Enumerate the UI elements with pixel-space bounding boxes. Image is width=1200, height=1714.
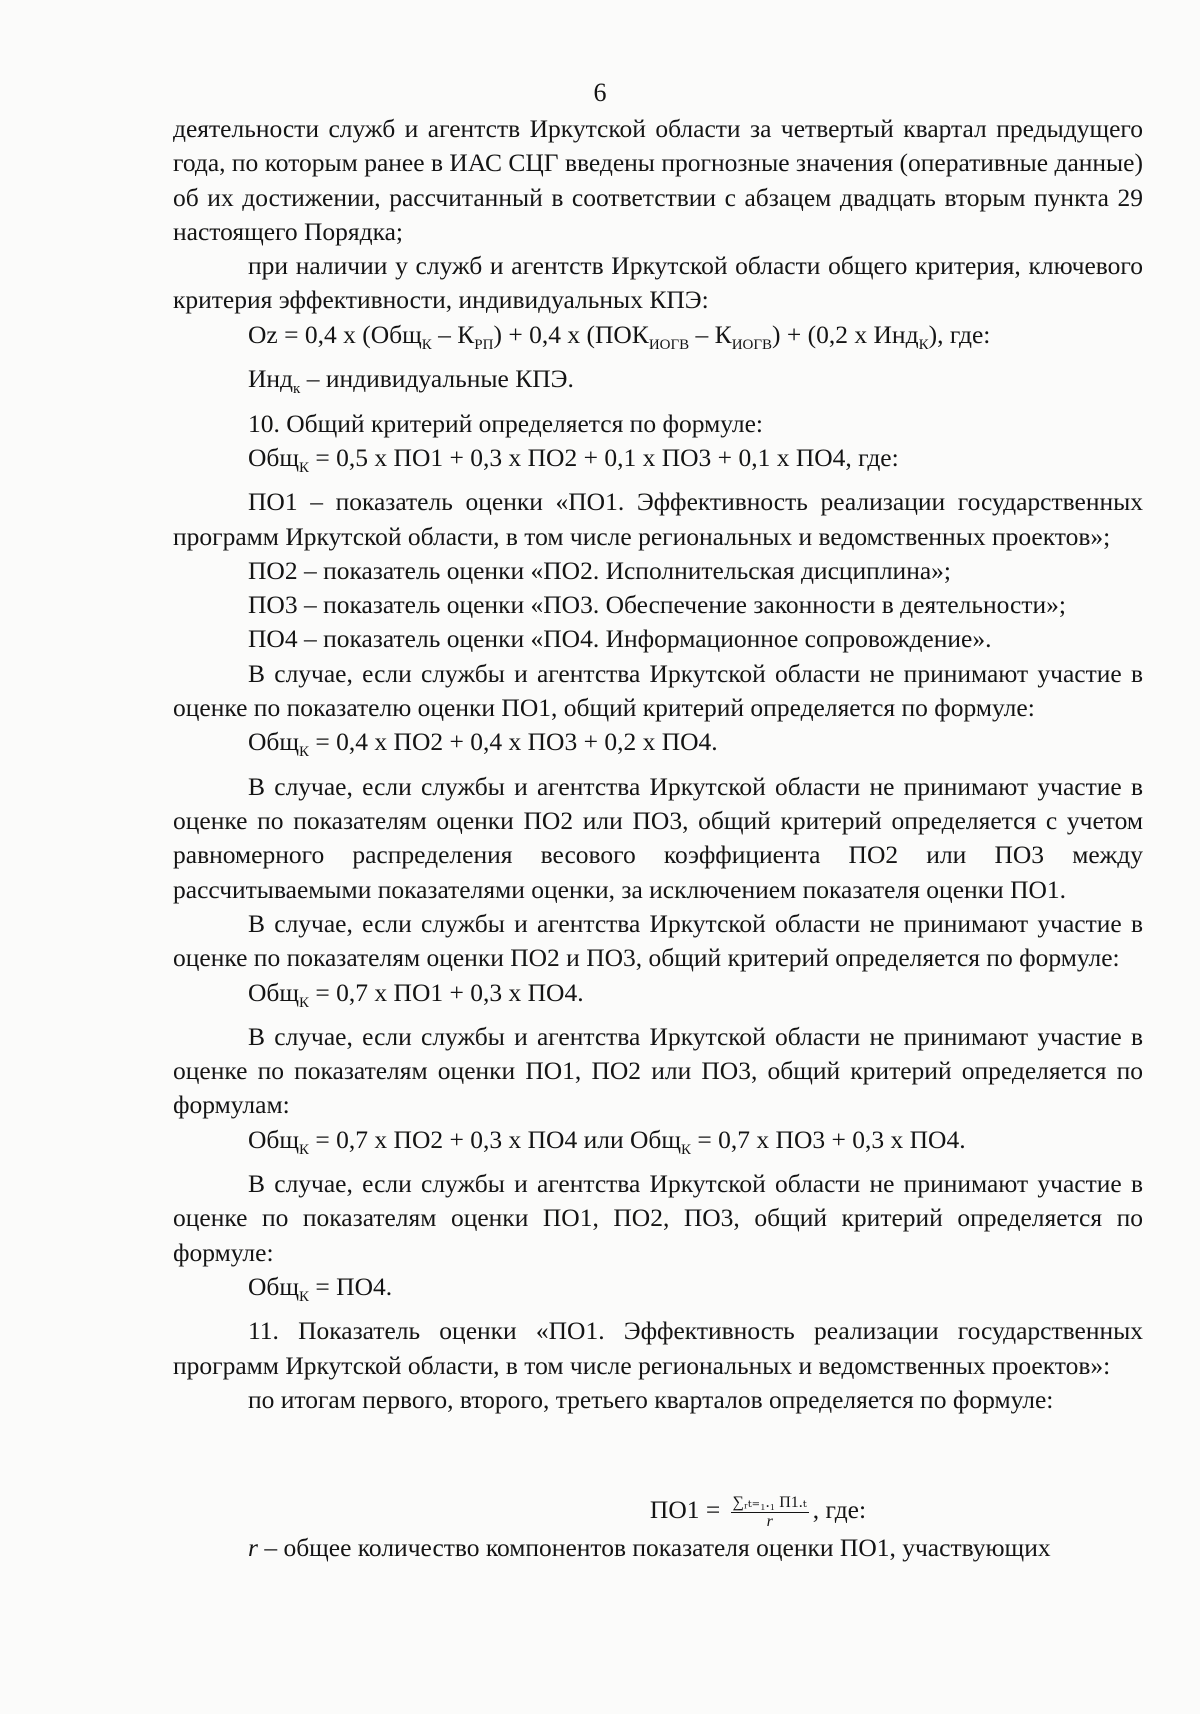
case-no-po1: В случае, если службы и агентства Иркутской области не принимают участие в оценке по показателю оценки ПО1, общий критерий определяется по формуле:: [173, 658, 1143, 723]
formula-obshch-main: Общ$_К$ = 0,5 х ПО1 + 0,3 х ПО2 + 0,1 х ПО3 + 0,1 х ПО4, где:: [248, 442, 899, 476]
formula-po1-denominator: r: [766, 1512, 773, 1530]
formula-no-po1: Общ$_К$ = 0,4 х ПО2 + 0,4 х ПО3 + 0,2 х ПО4.: [248, 727, 718, 761]
formula-po1: [173, 1493, 1143, 1531]
page-number: 6: [593, 78, 607, 107]
case-no-po2-or-po3: В случае, если службы и агентства Иркутской области не принимают участие в оценке по показателям оценки ПО2 или ПО3, общий критерий определяется с учетом равномерного распределения весового коэффициента ПО2 или ПО3 между рассчитываемыми показателями оценки, за исключением показателя оценки ПО1.: [173, 771, 1143, 904]
formula-po1-numerator: ∑ᵣₜ₌₁.₁ П1.ₜ: [732, 1493, 807, 1511]
formula-only-po4: Общ$_К$ = ПО4.: [248, 1272, 393, 1306]
formula-po1-fraction: [731, 1494, 809, 1531]
clause-10-heading: 10. Общий критерий определяется по формуле:: [248, 408, 763, 438]
case-no-po1-po2-or-po3: В случае, если службы и агентства Иркутской области не принимают участие в оценке по показателям оценки ПО1, ПО2 или ПО3, общий критерий определяется по формулам:: [173, 1021, 1143, 1120]
formula-oz: Oz = 0,4 х $(Общ_К - К_{РП}) + 0,4$ х $(ПОК_{ИОГВ} - К_{ИОГВ}) + (0,2$ х Инд$_К$), где:: [248, 319, 991, 353]
formula-no-po2-po3: Общ$_К$ = 0,7 х ПО1 + 0,3 х ПО4.: [248, 977, 584, 1011]
variable-r: r: [248, 1532, 258, 1562]
definition-ind: Инд$_к$ – индивидуальные КПЭ.: [248, 364, 574, 398]
document-body: [173, 112, 1143, 1565]
formula-alternatives: Общ$_К$ = 0,7 х ПО2 + 0,3 х ПО4 или Общ$_К$ = 0,7 х ПО3 + 0,3 х ПО4.: [248, 1124, 966, 1158]
definition-r-text: – общее количество компонентов показателя оценки ПО1, участвующих: [257, 1532, 1051, 1562]
formula-po1-suffix: , где:: [812, 1495, 867, 1525]
paragraph-continuation: деятельности служб и агентств Иркутской области за четвертый квартал предыдущего года, по которым ранее в ИАС СЦГ введены прогнозные значения (оперативные данные) об их достижении, рассчитанный в соответствии с абзацем двадцать вторым пункта 29 настоящего Порядка;: [173, 114, 1143, 246]
definition-po3: ПО3 – показатель оценки «ПО3. Обеспечение законности в деятельности»;: [248, 590, 1066, 620]
definition-po1: ПО1 – показатель оценки «ПО1. Эффективность реализации государственных программ Иркутской области, в том числе региональных и ведомственных проектов»;: [173, 487, 1143, 551]
spacer: [173, 1417, 1143, 1493]
case-no-po2-and-po3: В случае, если службы и агентства Иркутской области не принимают участие в оценке по показателям оценки ПО2 и ПО3, общий критерий определяется по формуле:: [173, 908, 1143, 973]
definition-po2: ПО2 – показатель оценки «ПО2. Исполнительская дисциплина»;: [248, 555, 951, 585]
definition-po4: ПО4 – показатель оценки «ПО4. Информационное сопровождение».: [248, 624, 992, 654]
paragraph-kpe-condition: при наличии у служб и агентств Иркутской области общего критерия, ключевого критерия эффективности, индивидуальных КПЭ:: [173, 251, 1143, 315]
quarterly-formula-intro: по итогам первого, второго, третьего кварталов определяется по формуле:: [248, 1385, 1054, 1415]
definition-r: [173, 1531, 1143, 1565]
formula-po1-lhs: ПО1 =: [649, 1495, 727, 1525]
clause-11-heading: 11. Показатель оценки «ПО1. Эффективность реализации государственных программ Иркутской области, в том числе региональных и ведомственных проектов»:: [173, 1316, 1143, 1380]
case-no-po1-po2-po3: В случае, если службы и агентства Иркутской области не принимают участие в оценке по показателям оценки ПО1, ПО2, ПО3, общий критерий определяется по формуле:: [173, 1169, 1143, 1267]
